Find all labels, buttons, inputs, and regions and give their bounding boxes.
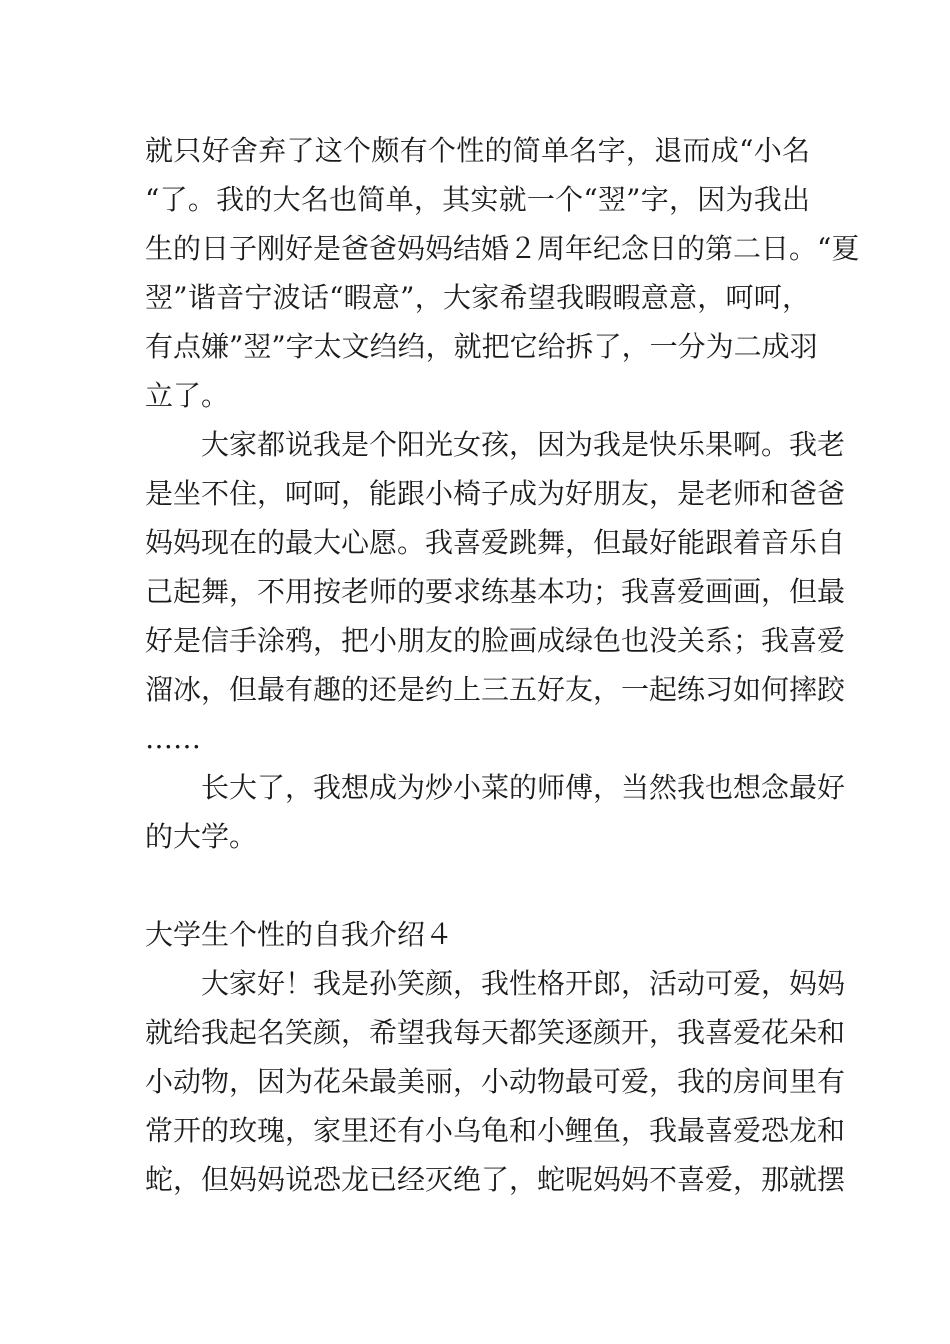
text-line: 就给我起名笑颜，希望我每天都笑逐颜开，我喜爱花朵和 xyxy=(145,1016,846,1049)
text-line: 翌”谐音宁波话“暇意”，大家希望我暇暇意意，呵呵， xyxy=(145,281,810,314)
text-line: …… xyxy=(145,722,201,755)
text-line: 有点嫌”翌”字太文绉绉，就把它给拆了，一分为二成羽 xyxy=(145,330,818,363)
paragraph-4 xyxy=(145,959,846,1204)
text-line: 是坐不住，呵呵，能跟小椅子成为好朋友，是老师和爸爸 xyxy=(145,477,846,510)
text-line: 好是信手涂鸦，把小朋友的脸画成绿色也没关系；我喜爱 xyxy=(145,624,846,657)
text-line: 蛇，但妈妈说恐龙已经灭绝了，蛇呢妈妈不喜爱，那就摆 xyxy=(145,1163,846,1196)
paragraph-2 xyxy=(145,420,846,763)
text-line: 大家好！我是孙笑颜，我性格开郎，活动可爱，妈妈 xyxy=(201,967,846,1000)
text-line: 就只好舍弃了这个颇有个性的简单名字，退而成“小名 xyxy=(145,134,810,167)
text-line: 己起舞，不用按老师的要求练基本功；我喜爱画画，但最 xyxy=(145,575,846,608)
text-line: 的大学。 xyxy=(145,820,258,853)
text-line: 生的日子刚好是爸爸妈妈结婚２周年纪念日的第二日。“夏 xyxy=(145,232,860,265)
text-line: 大家都说我是个阳光女孩，因为我是快乐果啊。我老 xyxy=(201,428,846,461)
text-line: 立了。 xyxy=(145,379,230,412)
text-line: 妈妈现在的最大心愿。我喜爱跳舞，但最好能跟着音乐自 xyxy=(145,526,846,559)
text-line: 溜冰，但最有趣的还是约上三五好友，一起练习如何摔跤 xyxy=(145,673,846,706)
text-line: 长大了，我想成为炒小菜的师傅，当然我也想念最好 xyxy=(201,771,846,804)
paragraph-3 xyxy=(145,763,846,861)
blank-line xyxy=(145,861,810,910)
paragraph-1 xyxy=(145,126,860,420)
text-line: “了。我的大名也简单，其实就一个“翌”字，因为我出 xyxy=(145,183,810,216)
text-line: 常开的玫瑰，家里还有小乌龟和小鲤鱼，我最喜爱恐龙和 xyxy=(145,1114,846,1147)
document-body xyxy=(145,126,860,1204)
section-heading: 大学生个性的自我介绍４ xyxy=(145,918,454,951)
text-line: 小动物，因为花朵最美丽，小动物最可爱，我的房间里有 xyxy=(145,1065,846,1098)
